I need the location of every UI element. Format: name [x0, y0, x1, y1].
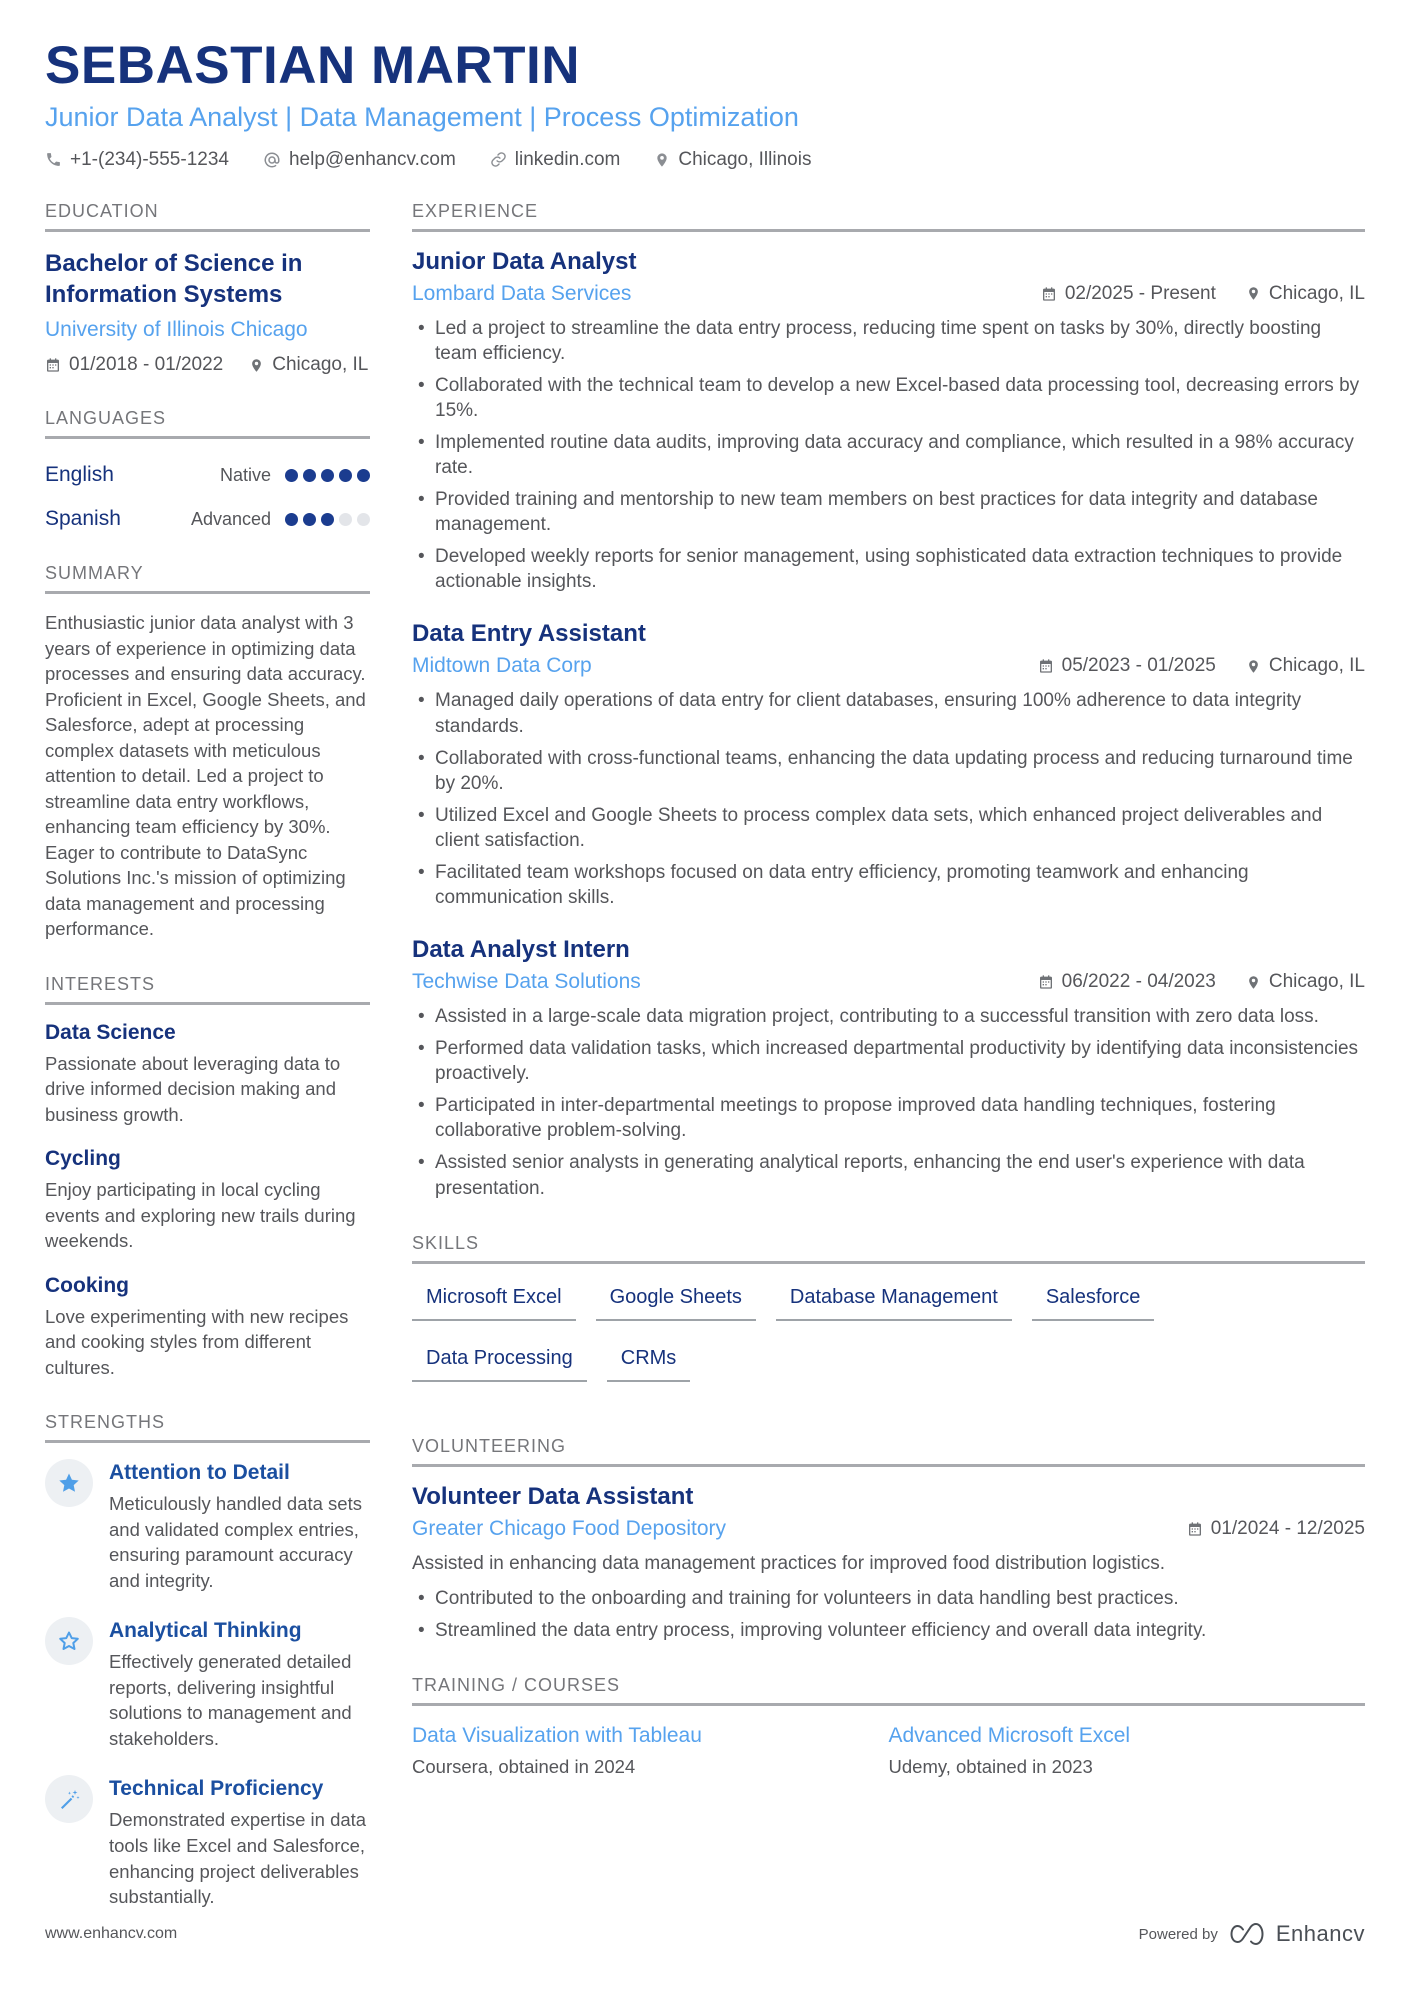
phone-icon — [45, 151, 62, 168]
job-location: Chicago, IL — [1246, 971, 1365, 993]
strength-desc: Effectively generated detailed reports, delivering insightful solutions to management and stakeholders. — [109, 1651, 352, 1749]
volunteer-org: Greater Chicago Food Depository — [412, 1516, 726, 1540]
job-location: Chicago, IL — [1246, 283, 1365, 305]
section-experience — [412, 201, 1365, 1201]
email-address[interactable]: help@enhancv.com — [288, 148, 456, 170]
phone-contact — [45, 149, 229, 171]
bullet: • Provided training and mentorship to new team members on best practices for data integrity and database management. — [412, 487, 1365, 537]
job-dates: 05/2023 - 01/2025 — [1038, 655, 1216, 677]
bullet: • Collaborated with cross-functional teams, enhancing the data updating process and reducing turnaround time by 20%. — [412, 746, 1365, 796]
bullet: • Assisted senior analysts in generating analytical reports, enhancing the end user's experience with data presentation. — [412, 1150, 1365, 1200]
job-location: Chicago, IL — [1246, 655, 1365, 677]
calendar-icon — [1038, 658, 1054, 674]
page-footer — [45, 1921, 1365, 1947]
location-pin-icon — [1246, 659, 1261, 674]
proficiency-dot-filled — [339, 469, 352, 482]
interest-desc: Enjoy participating in local cycling events and exploring new trails during weekends. — [45, 1179, 356, 1252]
languages-heading: LANGUAGES — [45, 408, 370, 439]
skill-tag: Database Management — [776, 1282, 1012, 1321]
phone-number: +1-(234)-555-1234 — [70, 148, 229, 170]
volunteer-dates: 01/2024 - 12/2025 — [1187, 1518, 1365, 1540]
volunteer-intro: Assisted in enhancing data management practices for improved food distribution logistics. — [412, 1552, 1166, 1574]
training-entry — [889, 1724, 1366, 1778]
strength-title: Technical Proficiency — [109, 1777, 324, 1801]
bullet: • Streamlined the data entry process, improving volunteer efficiency and overall data integrity. — [412, 1618, 1365, 1643]
skills-heading: SKILLS — [412, 1233, 1365, 1264]
section-interests — [45, 974, 370, 1381]
left-column — [45, 201, 370, 1942]
job-title: Data Analyst Intern — [412, 936, 630, 964]
location-pin-icon — [1246, 975, 1261, 990]
language-proficiency-dots — [285, 469, 370, 482]
bullet: • Participated in inter-departmental meetings to propose improved data handling techniques, fostering collaborative problem-solving. — [412, 1093, 1365, 1143]
education-location: Chicago, IL — [249, 354, 368, 376]
section-summary — [45, 563, 370, 942]
skills-list — [412, 1276, 1365, 1404]
skill-tag: Google Sheets — [596, 1282, 756, 1321]
bullet: • Facilitated team workshops focused on data entry efficiency, promoting teamwork and enhancing communication skills. — [412, 860, 1365, 910]
language-name: Spanish — [45, 507, 121, 531]
strength-item — [45, 1775, 370, 1909]
course-provider: Udemy, obtained in 2023 — [888, 1755, 1093, 1777]
proficiency-dot-empty — [357, 513, 370, 526]
strength-title: Analytical Thinking — [109, 1619, 302, 1643]
calendar-icon — [1038, 974, 1054, 990]
job-bullets — [412, 1004, 1365, 1201]
link-text[interactable]: linkedin.com — [514, 148, 621, 170]
experience-entry — [412, 936, 1365, 1201]
job-bullets — [412, 316, 1365, 595]
section-skills — [412, 1233, 1365, 1404]
job-dates: 02/2025 - Present — [1041, 283, 1216, 305]
footer-brand — [1139, 1921, 1365, 1947]
calendar-icon — [1187, 1521, 1203, 1537]
location-contact — [654, 149, 811, 171]
course-name: Data Visualization with Tableau — [412, 1723, 702, 1747]
proficiency-dot-filled — [285, 513, 298, 526]
skill-tag: Microsoft Excel — [412, 1282, 576, 1321]
location-text: Chicago, Illinois — [678, 148, 812, 170]
interest-item — [45, 1274, 370, 1381]
person-name: SEBASTIAN MARTIN — [45, 36, 581, 95]
proficiency-dot-filled — [303, 513, 316, 526]
strengths-heading: STRENGTHS — [45, 1412, 370, 1443]
bullet: • Assisted in a large-scale data migration project, contributing to a successful transition with zero data loss. — [412, 1004, 1365, 1029]
email-contact[interactable] — [263, 149, 456, 171]
section-strengths — [45, 1412, 370, 1909]
strength-title: Attention to Detail — [109, 1461, 290, 1485]
volunteer-bullets — [412, 1586, 1365, 1643]
interest-title: Cooking — [45, 1273, 129, 1297]
strength-desc: Meticulously handled data sets and validated complex entries, ensuring paramount accuracy and integrity. — [109, 1493, 362, 1591]
strength-item — [45, 1459, 370, 1593]
right-column — [412, 201, 1365, 1942]
skill-tag: Salesforce — [1032, 1282, 1155, 1321]
strength-item — [45, 1617, 370, 1751]
language-level: Advanced — [190, 508, 271, 529]
section-education — [45, 201, 370, 376]
calendar-icon — [45, 357, 61, 373]
volunteering-heading: VOLUNTEERING — [412, 1436, 1365, 1467]
school-name: University of Illinois Chicago — [45, 318, 308, 342]
interest-item — [45, 1021, 370, 1128]
language-level: Native — [219, 464, 271, 485]
education-dates: 01/2018 - 01/2022 — [45, 354, 223, 376]
contact-row — [45, 149, 1365, 171]
job-bullets — [412, 688, 1365, 910]
calendar-icon — [1041, 286, 1057, 302]
training-heading: TRAINING / COURSES — [412, 1675, 1365, 1706]
bullet: • Contributed to the onboarding and training for volunteers in data handling best practices. — [412, 1586, 1365, 1611]
company-name: Lombard Data Services — [412, 281, 632, 305]
bullet: • Led a project to streamline the data entry process, reducing time spent on tasks by 30%, directly boosting team efficiency. — [412, 316, 1365, 366]
job-title: Junior Data Analyst — [412, 247, 637, 275]
job-dates: 06/2022 - 04/2023 — [1038, 971, 1216, 993]
volunteering-entry — [412, 1483, 1365, 1643]
headline: Junior Data Analyst | Data Management | Process Optimization — [45, 101, 799, 132]
link-icon — [490, 151, 507, 168]
interest-item — [45, 1147, 370, 1254]
skill-tag: Data Processing — [412, 1343, 587, 1382]
interest-title: Cycling — [45, 1147, 121, 1171]
language-row — [45, 507, 370, 531]
language-name: English — [45, 463, 114, 487]
summary-text: Enthusiastic junior data analyst with 3 years of experience in optimizing data processes and ensuring data accuracy. Proficient in Excel, Google Sheets, and Salesforce, adept at processing complex datasets with meticulous attention to detail. Led a project to streamline data entry workflows, enhancing team efficiency by 30%. Eager to contribute to DataSync Solutions Inc.'s mission of optimizing data management and processing performance. — [45, 612, 366, 940]
interests-heading: INTERESTS — [45, 974, 370, 1005]
enhancv-logo-icon — [1230, 1923, 1264, 1945]
experience-heading: EXPERIENCE — [412, 201, 1365, 232]
star-icon — [45, 1459, 93, 1507]
training-entry — [412, 1724, 889, 1778]
company-name: Techwise Data Solutions — [412, 970, 641, 994]
at-icon — [263, 151, 281, 169]
proficiency-dot-filled — [285, 469, 298, 482]
location-pin-icon — [654, 152, 670, 168]
section-languages — [45, 408, 370, 531]
course-name: Advanced Microsoft Excel — [888, 1723, 1131, 1747]
bullet: • Implemented routine data audits, improving data accuracy and compliance, which resulted in a 98% accuracy rate. — [412, 430, 1365, 480]
location-pin-icon — [1246, 286, 1261, 301]
interest-desc: Passionate about leveraging data to drive informed decision making and business growth. — [45, 1052, 341, 1125]
company-name: Midtown Data Corp — [412, 654, 592, 678]
wand-icon — [45, 1775, 93, 1823]
brand-name: Enhancv — [1275, 1921, 1365, 1946]
education-heading: EDUCATION — [45, 201, 370, 232]
bullet: • Managed daily operations of data entry for client databases, ensuring 100% adherence to data integrity standards. — [412, 688, 1365, 738]
language-proficiency-dots — [285, 513, 370, 526]
language-row — [45, 463, 370, 487]
bullet: • Performed data validation tasks, which increased departmental productivity by identifying data inconsistencies proactively. — [412, 1036, 1365, 1086]
bullet: • Collaborated with the technical team to develop a new Excel-based data processing tool, decreasing errors by 15%. — [412, 373, 1365, 423]
footer-website: www.enhancv.com — [45, 1925, 178, 1942]
degree-title: Bachelor of Science in Information Systems — [45, 249, 303, 308]
volunteer-role: Volunteer Data Assistant — [412, 1482, 694, 1510]
proficiency-dot-filled — [321, 513, 334, 526]
proficiency-dot-empty — [339, 513, 352, 526]
link-contact[interactable] — [490, 149, 621, 171]
interest-desc: Love experimenting with new recipes and cooking styles from different cultures. — [45, 1305, 349, 1378]
summary-heading: SUMMARY — [45, 563, 370, 594]
job-title: Data Entry Assistant — [412, 620, 646, 648]
bullet: • Developed weekly reports for senior management, using sophisticated data extraction techniques to provide actionable insights. — [412, 544, 1365, 594]
course-provider: Coursera, obtained in 2024 — [412, 1755, 636, 1777]
proficiency-dot-filled — [357, 469, 370, 482]
powered-by-label: Powered by — [1138, 1925, 1218, 1943]
skill-tag: CRMs — [607, 1343, 691, 1382]
section-volunteering — [412, 1436, 1365, 1643]
proficiency-dot-filled — [321, 469, 334, 482]
star-outline-icon — [45, 1617, 93, 1665]
strength-desc: Demonstrated expertise in data tools like Excel and Salesforce, enhancing project deliverables substantially. — [109, 1809, 367, 1908]
resume-header — [45, 38, 1365, 171]
bullet: • Utilized Excel and Google Sheets to process complex data sets, which enhanced project deliverables and client satisfaction. — [412, 803, 1365, 853]
experience-entry — [412, 248, 1365, 595]
proficiency-dot-filled — [303, 469, 316, 482]
section-training — [412, 1675, 1365, 1778]
experience-entry — [412, 620, 1365, 910]
interest-title: Data Science — [45, 1020, 176, 1044]
location-pin-icon — [249, 358, 264, 373]
